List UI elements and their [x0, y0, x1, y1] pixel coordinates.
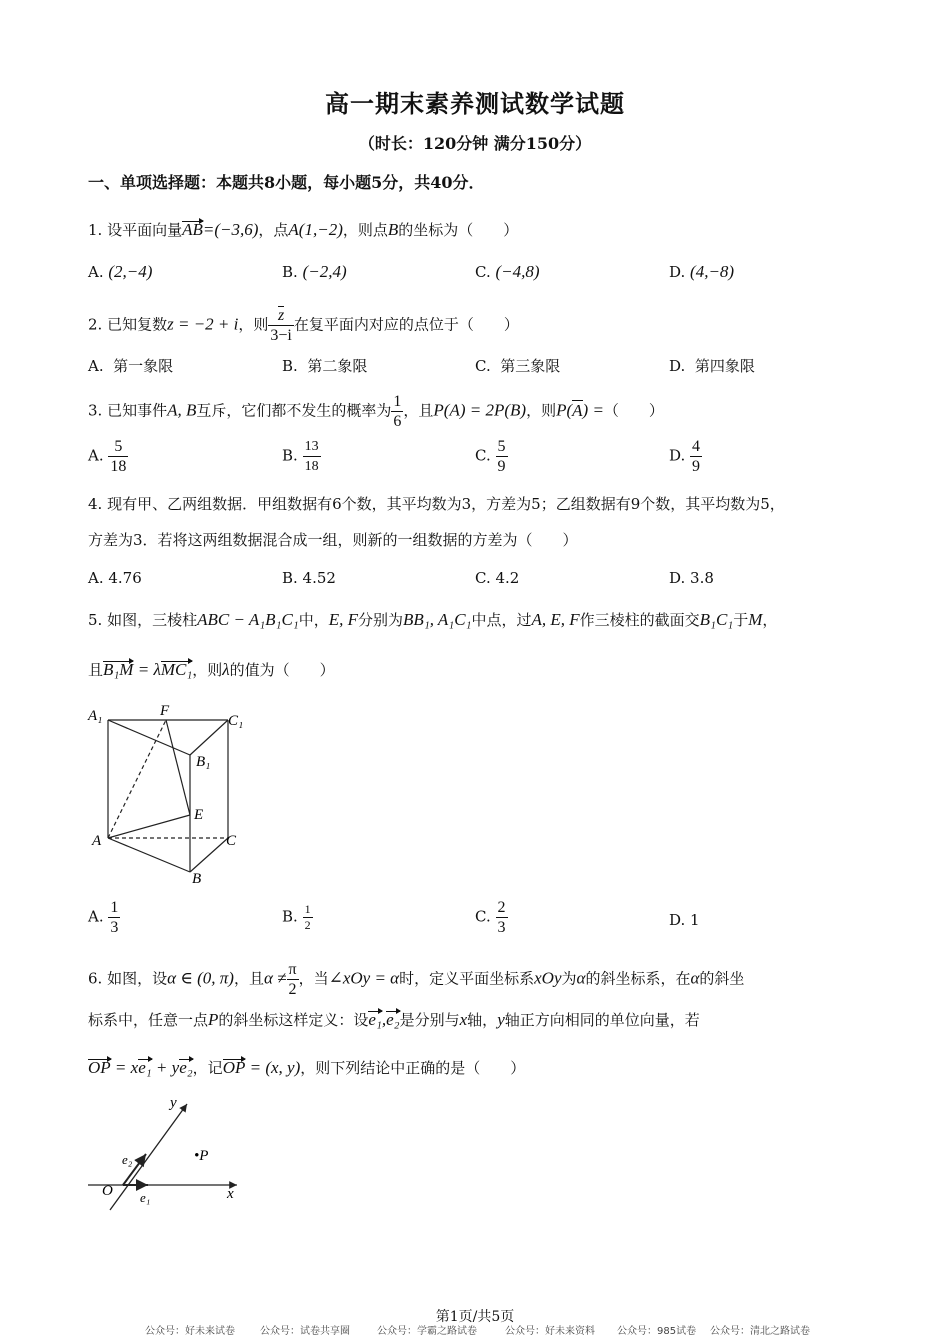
q6-vec-op2: OP: [222, 1058, 246, 1077]
q4-option-b[interactable]: B. 4.52: [282, 569, 336, 587]
label-y-axis: y: [170, 1095, 177, 1111]
q5-aef: A, E, F: [531, 610, 580, 629]
q1-text3: ，则点: [342, 221, 388, 239]
watermark-2: 公众号：试卷共享圈: [260, 1326, 350, 1337]
q5-line-2: [88, 660, 335, 680]
q6-l2-text5: 轴正方向相同的单位向量，若: [504, 1011, 700, 1029]
option-letter: A.: [88, 907, 104, 926]
label-e2: e₂: [122, 1152, 133, 1167]
q3-option-a[interactable]: [88, 437, 128, 476]
q3-number: 3.: [88, 401, 103, 420]
q2-text2: ，则: [238, 315, 269, 334]
q2-z: z = −2 + i: [167, 314, 239, 334]
option-letter: C.: [475, 357, 491, 375]
q5-lambda: λ: [222, 660, 230, 679]
q6-angle: ∠xOy = α: [328, 968, 400, 988]
option-fraction: [690, 437, 702, 476]
option-fraction: [108, 898, 120, 937]
q6-l3-eq2: = (x, y): [249, 1058, 301, 1077]
q6-l3-eq: = x: [114, 1058, 139, 1077]
q3-text3: ，且: [403, 401, 434, 420]
option-value: 第一象限: [113, 357, 174, 375]
q6-l3-plus: + y: [155, 1058, 180, 1077]
q6-l3-e1: e₁: [138, 1058, 152, 1077]
frac-num: 4: [692, 438, 701, 455]
option-letter: D.: [669, 263, 686, 281]
q1-vec-ab: AB: [182, 220, 203, 239]
frac-num: 1: [304, 902, 311, 916]
label-e1: e₁: [140, 1190, 151, 1205]
q4-line-1: 4. 现有甲、乙两组数据．甲组数据有6个数，其平均数为3，方差为5；乙组数据有9个数，其平均数为5，: [88, 495, 785, 513]
q2-text3: 在复平面内对应的点位于（ ）: [293, 315, 519, 334]
q6-alpha-neq: α ≠: [263, 968, 287, 988]
q4-line-2: 方差为3．若将这两组数据混合成一组，则新的一组数据的方差为（ ）: [88, 531, 578, 549]
q5-eq: = λ: [137, 660, 161, 679]
q1-vec-eq: =(−3,6): [202, 220, 259, 239]
q6-p: P: [208, 1010, 219, 1029]
option-fraction: [496, 898, 508, 937]
q1-vector: [182, 220, 258, 239]
q6-l2-text3: 是分别与: [399, 1011, 460, 1029]
q5-segments: BB₁, A₁C₁: [403, 610, 472, 629]
q6-e1: e₁: [368, 1010, 382, 1029]
q3-option-c[interactable]: [475, 437, 508, 476]
watermark-3: 公众号：学霸之路试卷: [377, 1326, 477, 1337]
option-fraction: [108, 437, 128, 476]
option-fraction: [496, 437, 508, 476]
watermark-4: 公众号：好未来资料: [505, 1326, 595, 1337]
option-letter: A.: [88, 263, 104, 281]
q6-alpha: α: [576, 968, 586, 988]
option-value: (−2,4): [302, 262, 347, 281]
q6-y: y: [497, 1010, 505, 1029]
q6-l2-text4: 轴，: [467, 1011, 498, 1029]
q1-option-a[interactable]: [88, 262, 152, 282]
option-value: (−4,8): [495, 262, 540, 281]
q1-number: 1.: [88, 221, 103, 239]
frac-den: 18: [110, 458, 127, 475]
q6-unit-vectors: [368, 1010, 399, 1029]
q5-text7: ，: [762, 611, 778, 629]
q1-option-c[interactable]: [475, 262, 540, 282]
option-letter: B.: [282, 263, 298, 281]
q2-number: 2.: [88, 315, 103, 334]
option-fraction: [303, 902, 313, 933]
question-3: [88, 392, 664, 431]
q6-text5: 为: [561, 969, 577, 988]
q6-frac-num: π: [288, 961, 297, 978]
q6-op-coord: [223, 1058, 301, 1077]
option-value: 第二象限: [307, 357, 368, 375]
question-1: [88, 220, 518, 240]
q3-text2: 互斥，它们都不发生的概率为: [196, 401, 392, 420]
label-a: A: [92, 833, 102, 849]
q6-l3-text: ，记: [192, 1059, 223, 1077]
option-value: (2,−4): [108, 262, 153, 281]
label-x-axis: x: [227, 1186, 234, 1202]
q5-m: M: [748, 610, 763, 629]
frac-num: 1: [110, 899, 119, 916]
frac-den: 2: [304, 918, 311, 932]
q6-text4: 时，定义平面坐标系: [399, 969, 535, 988]
q6-xoy: xOy: [534, 968, 562, 988]
q5-b1c1: B₁C₁: [699, 610, 734, 629]
q6-vec-op: OP: [88, 1058, 111, 1077]
option-letter: B.: [282, 446, 298, 465]
page-title: 高一期末素养测试数学试题: [325, 89, 625, 118]
section-heading: 一、单项选择题：本题共8小题，每小题5分，共40分．: [88, 173, 485, 192]
page-number: 第1页/共5页: [435, 1309, 515, 1325]
option-letter: C.: [475, 263, 491, 281]
q5-text3: 分别为: [358, 611, 404, 629]
q5-text: 如图，三棱柱: [107, 611, 198, 629]
q2-zbar: z: [278, 307, 285, 324]
q6-alpha-range: α ∈ (0, π): [167, 968, 234, 988]
q1-point: A(1,−2): [288, 220, 343, 239]
watermark-6: 公众号：清北之路试卷: [710, 1326, 810, 1337]
q1-option-d[interactable]: [669, 262, 734, 282]
q5-l2-text: 且: [88, 661, 104, 679]
option-letter: D.: [669, 357, 686, 375]
label-b1: B₁: [196, 754, 211, 770]
q2-frac-den: 3−i: [270, 327, 292, 344]
q2-fraction: [268, 306, 293, 345]
q3-prob-eq: P(A) = 2P(B): [433, 400, 527, 420]
q3-frac-num: 1: [393, 393, 402, 410]
label-e: E: [194, 807, 204, 823]
q6-number: 6.: [88, 969, 103, 988]
q6-e2: e₂: [386, 1010, 400, 1029]
q3-prob-abar: [556, 400, 604, 420]
frac-den: 18: [304, 459, 319, 474]
q3-fraction: [391, 392, 403, 431]
q5-ef: E, F: [328, 610, 359, 629]
q5-text6: 于: [733, 611, 749, 629]
q5-option-c[interactable]: [475, 898, 508, 937]
option-fraction: [303, 437, 321, 476]
q5-line-1: [88, 610, 777, 630]
option-value: 第四象限: [694, 357, 755, 375]
q1-text2: ，点: [258, 221, 289, 239]
q5-option-a[interactable]: [88, 898, 120, 937]
label-c: C: [226, 833, 237, 849]
q6-l2-text: 标系中，任意一点: [88, 1011, 209, 1029]
q2-frac-num: [268, 306, 293, 326]
q3-abar: A: [572, 400, 583, 420]
q5-option-b[interactable]: [282, 902, 313, 933]
option-letter: A.: [88, 357, 104, 375]
option-letter: B.: [282, 907, 298, 926]
option-letter: A.: [88, 446, 104, 465]
q6-l3-e2: e₂: [179, 1058, 193, 1077]
q3-frac-den: 6: [393, 413, 402, 430]
q6-line-2: [88, 1010, 700, 1030]
q6-text: 如图，设: [107, 969, 168, 988]
q5-prism: ABC − A₁B₁C₁: [197, 610, 299, 629]
q5-text5: 作三棱柱的截面交: [579, 611, 700, 629]
q6-text3: ，当: [298, 969, 329, 988]
q1-b: B: [387, 220, 399, 239]
label-b: B: [192, 871, 202, 887]
watermark-5: 公众号：985试卷: [617, 1326, 697, 1337]
frac-num: 5: [108, 437, 128, 457]
q6-text7: 的斜坐: [699, 969, 745, 988]
q1-text: 设平面向量: [107, 221, 183, 239]
q6-l3-text2: ，则下列结论中正确的是（ ）: [300, 1059, 526, 1077]
q4-option-a[interactable]: A. 4.76: [88, 569, 142, 587]
frac-num: 2: [497, 899, 506, 916]
frac-den: 3: [497, 919, 506, 936]
q3-p-close: ) =: [582, 400, 604, 420]
q2-option-a[interactable]: [88, 356, 173, 376]
q5-text2: 中，: [298, 611, 329, 629]
label-a1: A₁: [88, 708, 103, 724]
label-p: •P: [194, 1148, 209, 1164]
q3-ab: A, B: [167, 400, 197, 420]
q6-alpha2: α: [690, 968, 700, 988]
q2-text: 已知复数: [107, 315, 168, 334]
q2-option-b[interactable]: [282, 356, 367, 376]
q5-prism-figure: [80, 700, 260, 890]
q2-option-d[interactable]: [669, 356, 755, 376]
label-c1: C₁: [228, 713, 244, 729]
q3-text: 已知事件: [107, 401, 168, 420]
frac-num: 5: [497, 438, 506, 455]
frac-den: 9: [497, 458, 506, 475]
q6-l2-text2: 的斜坐标这样定义：设: [218, 1011, 369, 1029]
option-letter: D.: [669, 446, 686, 465]
option-letter: B.: [282, 357, 298, 375]
page-subtitle: （时长：120分钟 满分150分）: [358, 134, 592, 153]
q6-frac-den: 2: [288, 981, 297, 998]
q5-vec-b1m: B₁M: [103, 660, 134, 679]
q5-vec-mc1: MC₁: [160, 660, 193, 679]
q3-p-open: P(: [556, 400, 573, 420]
option-value: (4,−8): [690, 262, 735, 281]
q5-vector-eq: [103, 660, 192, 679]
q6-text2: ，且: [233, 969, 264, 988]
q4-option-c[interactable]: C. 4.2: [475, 569, 520, 587]
q1-text4: 的坐标为（ ）: [398, 221, 519, 239]
q4-option-d[interactable]: D. 3.8: [669, 569, 714, 587]
q5-text4: 中点，过: [471, 611, 532, 629]
option-value: 第三象限: [500, 357, 561, 375]
q6-text6: 的斜坐标系，在: [585, 969, 691, 988]
q1-option-b[interactable]: [282, 262, 347, 282]
q6-comma: ,: [381, 1010, 387, 1029]
frac-num: 13: [303, 437, 321, 457]
q3-option-b[interactable]: [282, 437, 321, 476]
q5-option-d[interactable]: D. 1: [669, 911, 700, 929]
q3-text5: （ ）: [603, 401, 664, 420]
q5-l2-text3: 的值为（ ）: [229, 661, 335, 679]
q6-fraction: [287, 960, 299, 999]
label-f: F: [160, 703, 170, 719]
q3-option-d[interactable]: [669, 437, 702, 476]
question-2: [88, 306, 519, 345]
watermark-1: 公众号：好未来试卷: [145, 1326, 235, 1337]
frac-den: 9: [692, 458, 701, 475]
q5-number: 5.: [88, 611, 103, 629]
label-origin: O: [102, 1183, 113, 1199]
q6-oblique-coord-figure: [82, 1092, 252, 1214]
q6-line-3: [88, 1058, 525, 1078]
option-letter: C.: [475, 907, 491, 926]
option-letter: C.: [475, 446, 491, 465]
q6-op-eq: [88, 1058, 193, 1077]
q3-text4: ，则: [526, 401, 557, 420]
q6-line-1: [88, 960, 744, 999]
q5-l2-text2: ，则: [192, 661, 223, 679]
frac-den: 3: [110, 919, 119, 936]
q2-option-c[interactable]: [475, 356, 560, 376]
q6-x: x: [459, 1010, 468, 1029]
